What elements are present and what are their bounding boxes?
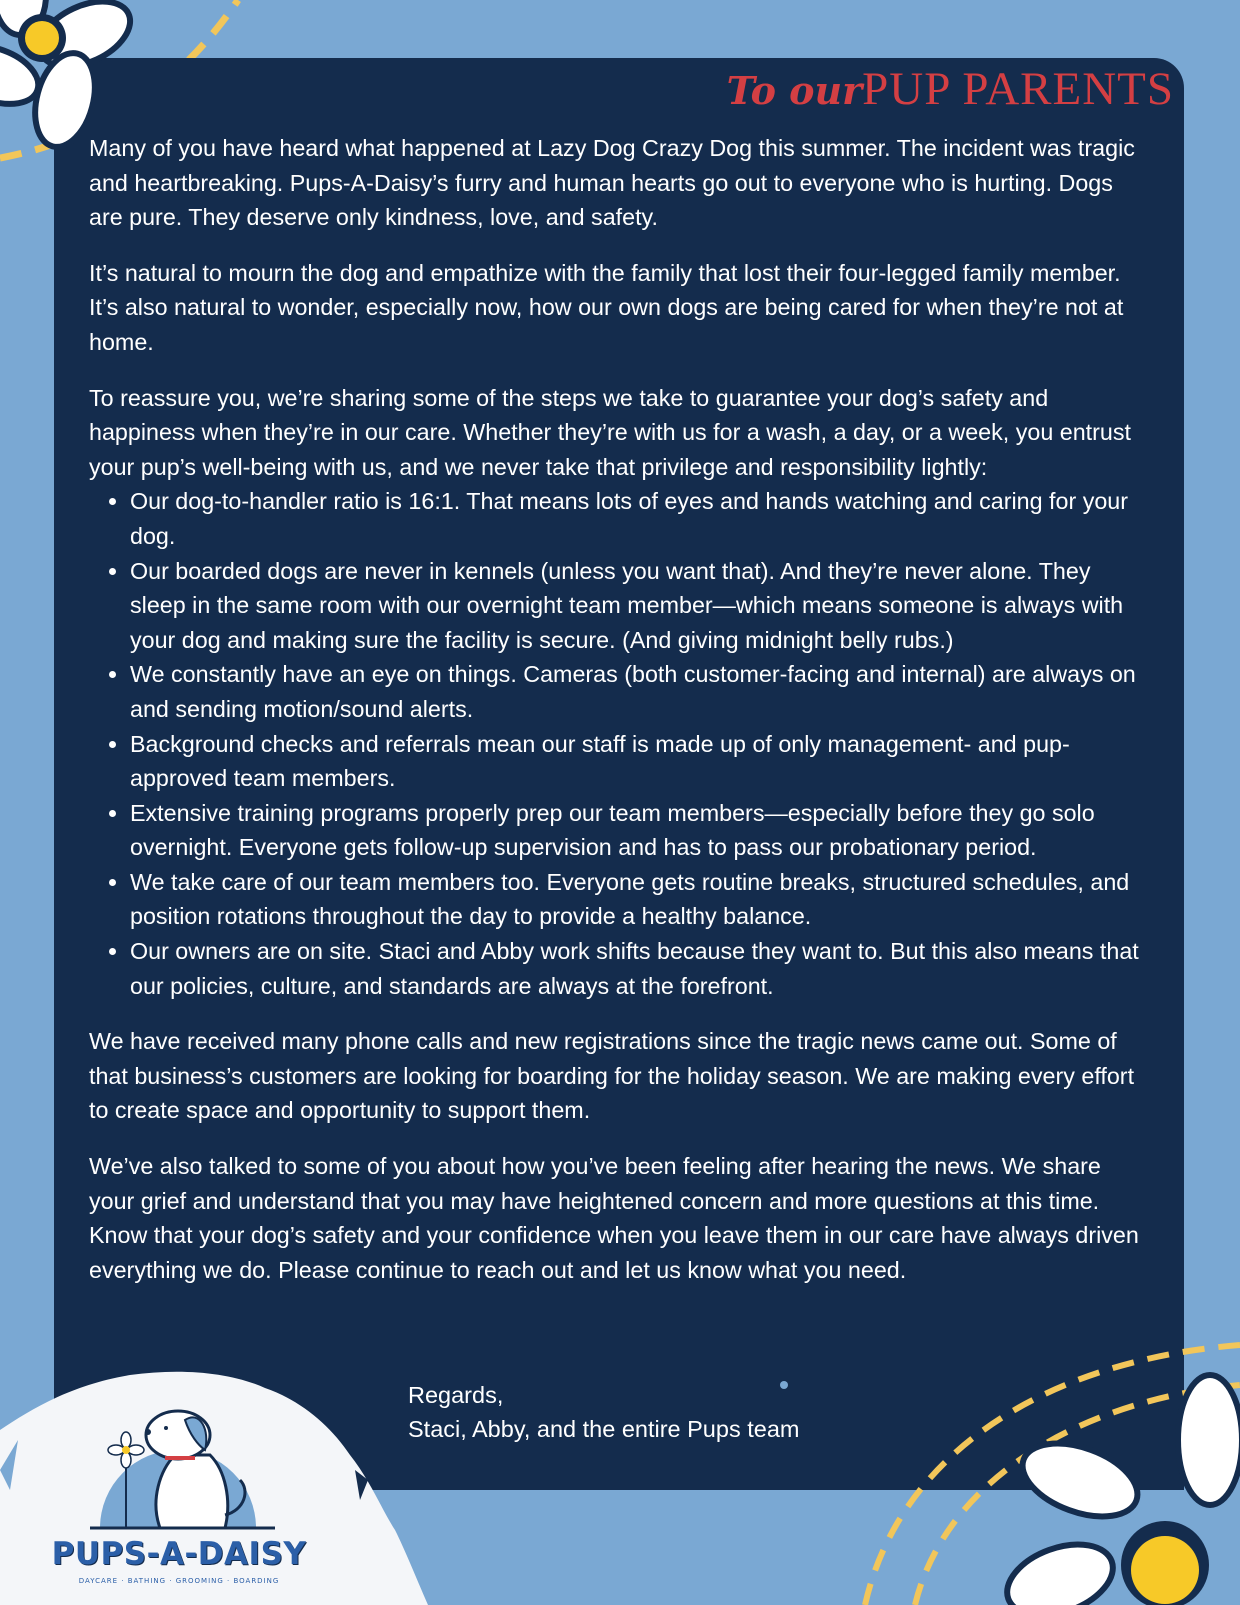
closing-paragraph-1: We have received many phone calls and new registrations since the tragic news came out. Some of that business’s customers are looking for boarding for the holiday season. We are making every effort to create space and opportunity to support them. (89, 1028, 1135, 1124)
list-item: • Our dog-to-handler ratio is 16:1. That means lots of eyes and hands watching and caring for your dog. (130, 484, 1149, 553)
list-item: • Our boarded dogs are never in kennels (unless you want that). And they’re never alone. They sleep in the same room with our overnight team member—which means someone is always with your dog and making sure the facility is secure. (And giving midnight belly rubs.) (130, 554, 1149, 658)
list-item: • We take care of our team members too. Everyone gets routine breaks, structured schedules, and position rotations throughout the day to provide a healthy balance. (130, 865, 1149, 934)
intro-paragraph-1: Many of you have heard what happened at Lazy Dog Crazy Dog this summer. The incident was tragic and heartbreaking. Pups-A-Daisy’s furry and human hearts go out to everyone who is hurting. Dogs are pure. They deserve only kindness, love, and safety. (89, 135, 1135, 231)
letter-body (89, 131, 1149, 1308)
intro-paragraph-2: It’s natural to mourn the dog and empathize with the family that lost their four-legged family member. It’s also natural to wonder, especially now, how our own dogs are being cared for when they’re not at home. (89, 259, 1124, 355)
title-script: To our (726, 68, 863, 113)
title-caps: PUP PARENTS (862, 63, 1174, 115)
logo-wordmark: PUPS-A-DAISY (51, 1536, 307, 1572)
list-item: • Background checks and referrals mean our staff is made up of only management- and pup-approved team members. (130, 727, 1149, 796)
page-title (0, 62, 1174, 116)
closing-paragraph-2: We’ve also talked to some of you about how you’ve been feeling after hearing the news. We share your grief and understand that you may have heightened concern and more questions at this time. Know that your dog’s safety and your confidence when you leave them in our care have always driven everything we do. Please continue to reach out and let us know what you need. (89, 1153, 1139, 1283)
signature-block (408, 1378, 799, 1446)
intro-paragraph-3: To reassure you, we’re sharing some of the steps we take to guarantee your dog’s safety and happiness when they’re in our care. Whether they’re with us for a wash, a day, or a week, you entrust your pup’s well-being with us, and we never take that privilege and responsibility lightly: (89, 384, 1131, 480)
safety-list (89, 484, 1149, 1003)
signature-names: Staci, Abby, and the entire Pups team (408, 1416, 800, 1442)
list-item: • We constantly have an eye on things. Cameras (both customer-facing and internal) are always on and sending motion/sound alerts. (130, 657, 1149, 726)
logo-tagline: DAYCARE · BATHING · GROOMING · BOARDING (78, 1577, 280, 1585)
list-item: • Our owners are on site. Staci and Abby work shifts because they want to. But this also means that our policies, culture, and standards are always at the forefront. (130, 934, 1149, 1003)
signoff: Regards, (408, 1382, 504, 1408)
list-item: • Extensive training programs properly prep our team members—especially before they go solo overnight. Everyone gets follow-up supervision and has to pass our probationary period. (130, 796, 1149, 865)
